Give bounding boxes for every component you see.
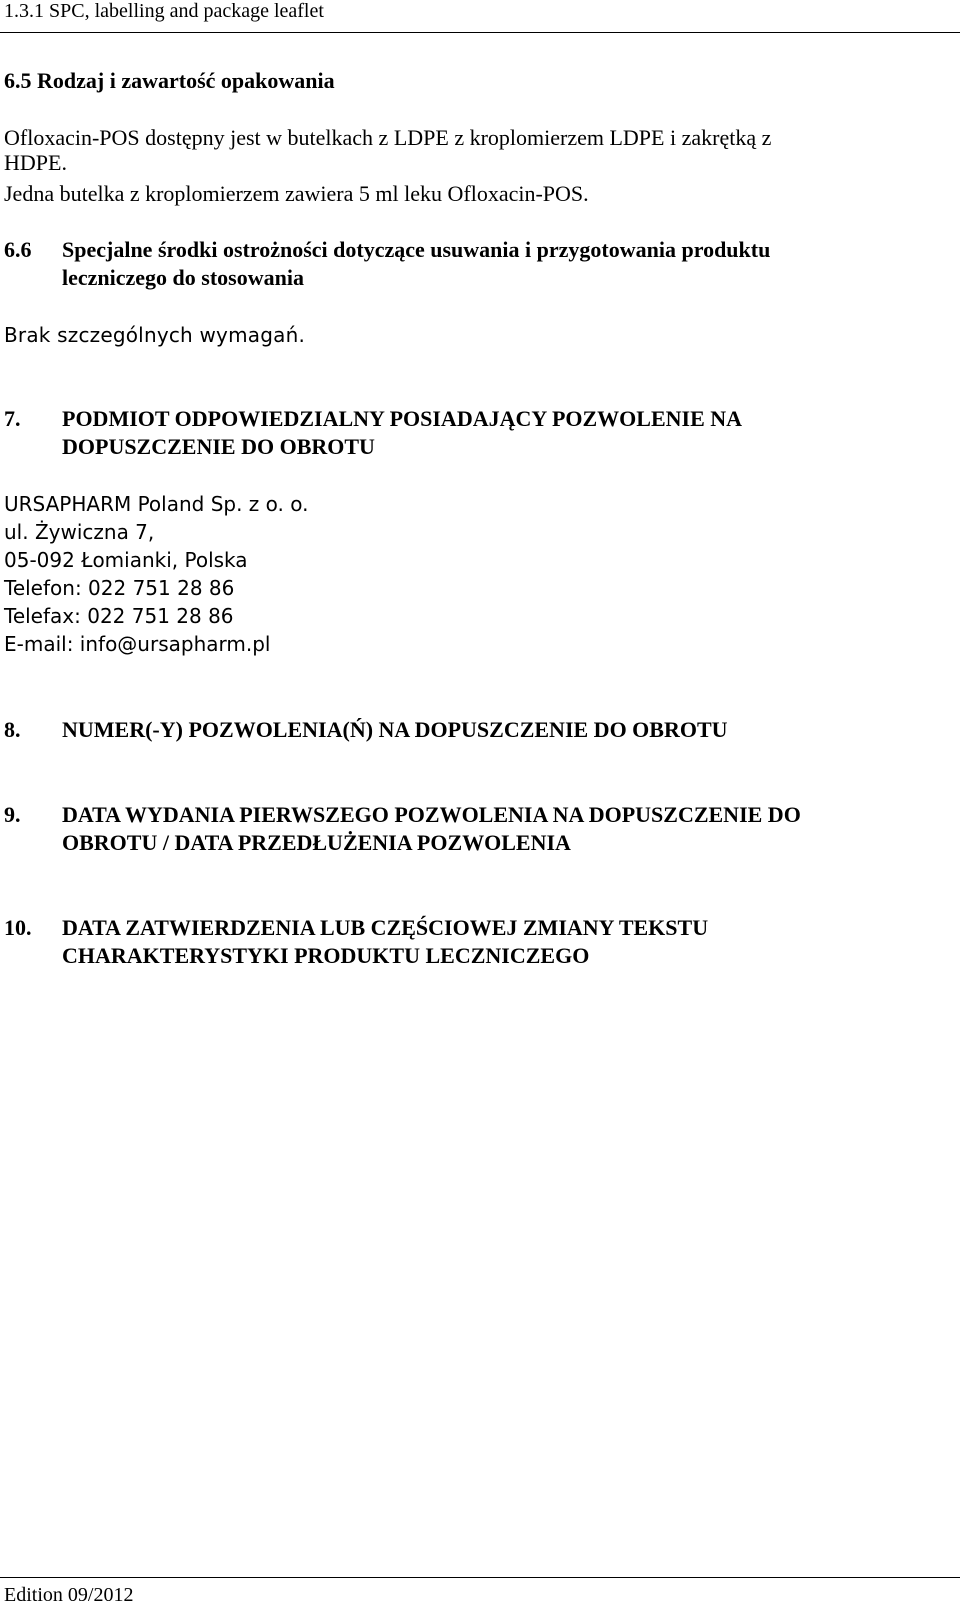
header-divider [0,32,960,33]
address-line-city: 05-092 Łomianki, Polska [4,548,248,572]
section-6-5-line-1: Ofloxacin-POS dostępny jest w butelkach z LDPE z kroplomierzem LDPE i zakrętką z [4,125,772,150]
section-6-6-heading-line-1: Specjalne środki ostrożności dotyczące usuwania i przygotowania produktu [62,237,771,262]
address-line-street: ul. Żywiczna 7, [4,520,155,544]
section-9-heading-line-2: OBROTU / DATA PRZEDŁUŻENIA POZWOLENIA [62,830,571,855]
section-6-6-heading-line-2: leczniczego do stosowania [62,265,304,290]
section-6-5-line-3: Jedna butelka z kroplomierzem zawiera 5 ml leku Ofloxacin-POS. [4,181,589,206]
section-6-6-number: 6.6 [4,237,32,262]
section-9-heading-line-1: DATA WYDANIA PIERWSZEGO POZWOLENIA NA DOPUSZCZENIE DO [62,802,801,827]
address-line-email: E-mail: info@ursapharm.pl [4,632,271,656]
section-10-heading-line-1: DATA ZATWIERDZENIA LUB CZĘŚCIOWEJ ZMIANY TEKSTU [62,915,709,940]
section-9-number: 9. [4,802,21,827]
running-header: 1.3.1 SPC, labelling and package leaflet [4,0,324,22]
footer-divider [0,1577,960,1578]
footer-edition: Edition 09/2012 [4,1584,134,1606]
section-10-number: 10. [4,915,32,940]
section-6-5-heading: 6.5 Rodzaj i zawartość opakowania [4,68,335,93]
section-8-heading: NUMER(-Y) POZWOLENIA(Ń) NA DOPUSZCZENIE DO OBROTU [62,717,728,742]
address-line-fax: Telefax: 022 751 28 86 [4,604,234,628]
address-line-phone: Telefon: 022 751 28 86 [4,576,235,600]
section-7-number: 7. [4,406,21,431]
section-8-number: 8. [4,717,21,742]
section-6-5-line-2: HDPE. [4,150,67,175]
section-6-6-text: Brak szczególnych wymagań. [4,323,306,347]
address-line-company: URSAPHARM Poland Sp. z o. o. [4,492,309,516]
section-7-heading-line-2: DOPUSZCZENIE DO OBROTU [62,434,375,459]
section-7-heading-line-1: PODMIOT ODPOWIEDZIALNY POSIADAJĄCY POZWOLENIE NA [62,406,743,431]
section-10-heading-line-2: CHARAKTERYSTYKI PRODUKTU LECZNICZEGO [62,943,590,968]
